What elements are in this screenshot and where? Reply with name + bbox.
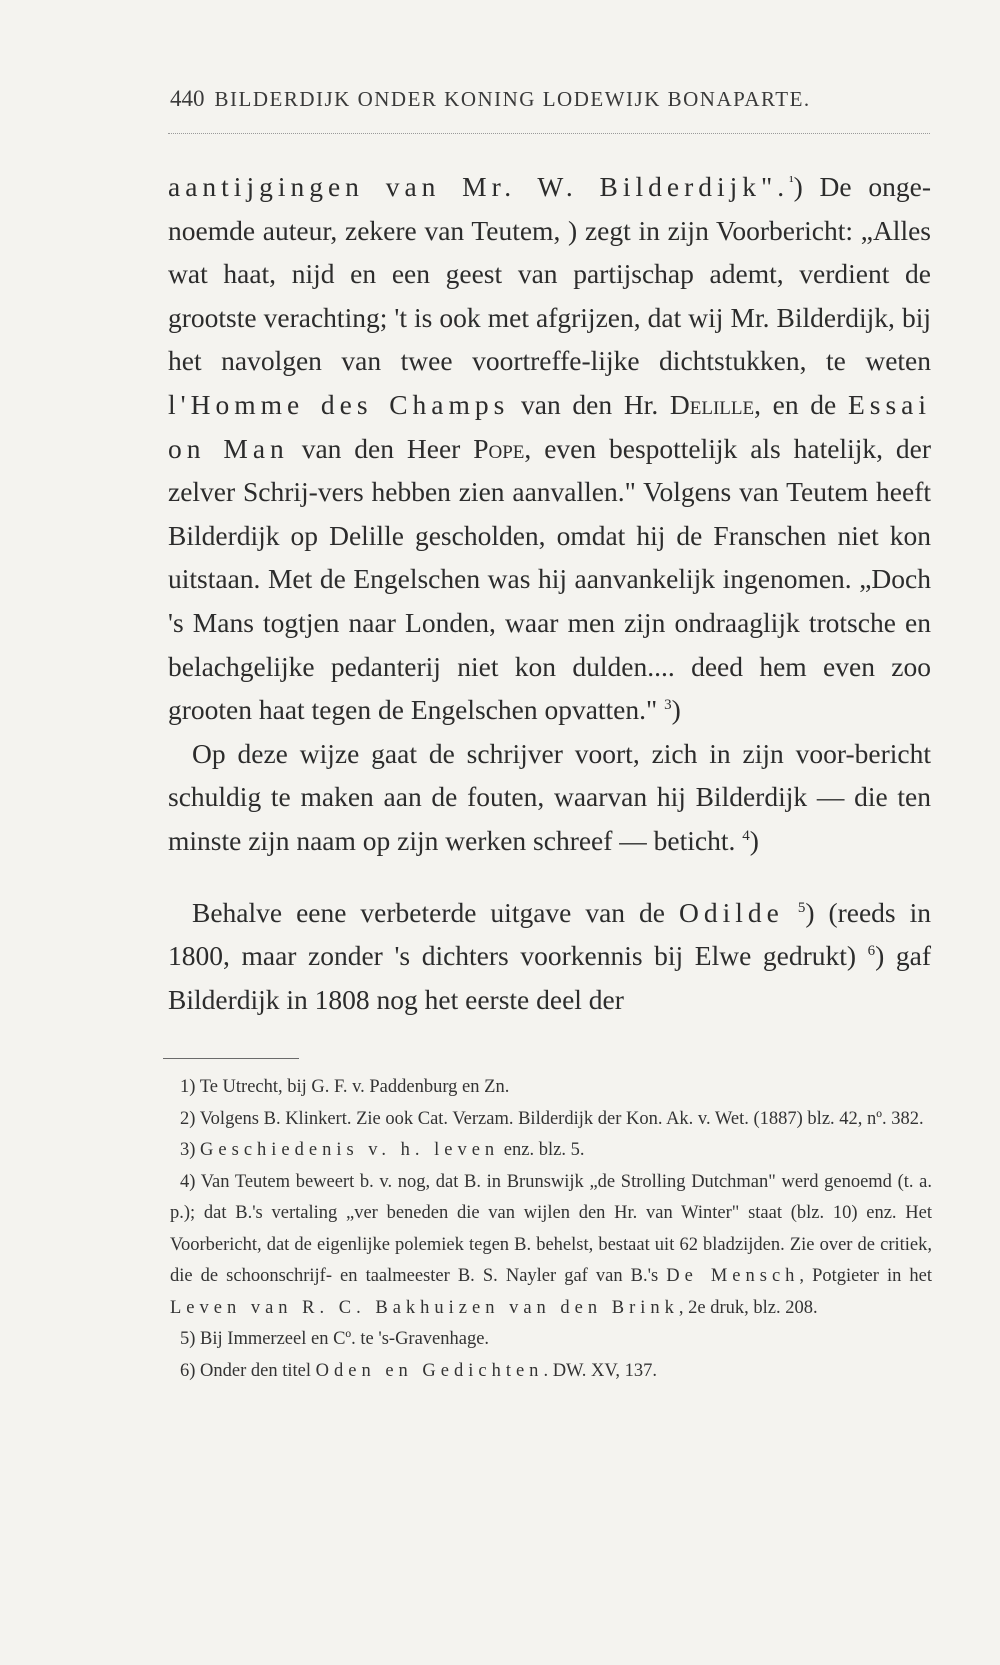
paragraph-1-text: ) De onge-noemde auteur, zekere van Teutem, ) zegt in zijn Voorbericht: „Alles wat haat, nijd en een geest van partijschap ademt, verdient de grootste verachting; 't is ook met afgrijzen, dat wij Mr. Bilderdijk, bij het navolgen van twee voortreffe-lijke dichtstukken, te weten	[168, 171, 932, 377]
paragraph-1-text: van den Heer	[288, 432, 474, 464]
spaced-title: l'Homme des Champs	[168, 388, 510, 420]
small-caps-name: Delille	[669, 388, 755, 420]
spaced-title: Odilde	[678, 896, 784, 928]
paragraph-1-text: )	[671, 694, 681, 726]
spaced-title: Leven van R. C. Bakhuizen van den Brink	[170, 1297, 679, 1318]
footnote-3-text: 3)	[180, 1140, 201, 1160]
running-title: BILDERDIJK ONDER KONING LODEWIJK BONAPARTE.	[214, 87, 811, 111]
small-caps-name: Pope	[473, 432, 525, 464]
footnote-ref-5: 5	[797, 899, 806, 916]
paragraph-1-text: , even bespottelijk als hatelijk, der zelver Schrij-vers hebben zien aanvallen." Volgens van Teutem heeft Bilderdijk op Delille gescholden, omdat hij de Franschen niet kon uitstaan. Met de Engelschen was hij aanvankelijk ingenomen. „Doch 's Mans togtjen naar Londen, waar men zijn ondraaglijk trotsche en belachgelijke pedanterij niet kon dulden.... deed hem even zoo grooten haat tegen de Engelschen opvatten."	[168, 432, 931, 726]
footnote-4	[170, 1167, 932, 1325]
running-header	[170, 86, 932, 112]
body-text	[168, 165, 931, 1021]
footnote-3-text: enz. blz. 5.	[499, 1140, 585, 1160]
footnote-6-text: . DW. XV, 137.	[543, 1360, 658, 1381]
footnote-ref-1: ¹	[789, 174, 794, 190]
paragraph-3	[168, 891, 931, 1022]
paragraph-3-text	[784, 897, 798, 928]
paragraph-1	[168, 165, 931, 732]
footnote-3	[170, 1135, 932, 1167]
paragraph-2	[168, 732, 931, 863]
spaced-title: Essai on Man	[168, 388, 931, 464]
paragraph-1-text: , en de	[754, 388, 848, 420]
paragraph-3-text: Behalve eene verbeterde uitgave van de	[192, 896, 679, 928]
paragraph-3-text: ) gaf Bilderdijk in 1808 nog het eerste deel der	[168, 940, 931, 1015]
footnote-4-text: , Potgieter in het	[799, 1266, 932, 1286]
footnote-6	[170, 1356, 932, 1388]
footnote-ref-4: 4	[742, 827, 750, 844]
paragraph-1-text: van den Hr.	[509, 388, 670, 420]
spaced-title: aantijgingen van Mr. W. Bilderdijk".	[168, 171, 790, 202]
footnote-2: 2) Volgens B. Klinkert. Zie ook Cat. Verzam. Bilderdijk der Kon. Ak. v. Wet. (1887) blz. 42, nº. 382.	[180, 1108, 924, 1129]
footnote-1: 1) Te Utrecht, bij G. F. v. Paddenburg en Zn.	[180, 1077, 510, 1097]
spaced-title: Oden en Gedichten	[315, 1360, 544, 1381]
footnote-rule	[163, 1058, 299, 1059]
paragraph-3-text: ) (reeds in 1800, maar zonder 's dichters voorkennis bij Elwe gedrukt)	[168, 896, 931, 972]
spaced-title: De Mensch	[666, 1266, 800, 1286]
paragraph-2-text: )	[749, 824, 759, 856]
footnote-5: 5) Bij Immerzeel en Cº. te 's-Gravenhage.	[180, 1329, 490, 1349]
footnote-ref-3: 3	[664, 697, 672, 714]
footnotes	[170, 1072, 932, 1387]
footnote-6-text: 6) Onder den titel	[180, 1360, 316, 1381]
page-number: 440	[170, 86, 205, 111]
paragraph-2-text: Op deze wijze gaat de schrijver voort, zich in zijn voor-bericht schuldig te maken aan de fouten, waarvan hij Bilderdijk — die ten minste zijn naam op zijn werken schreef — beticht.	[168, 737, 931, 856]
spaced-title: Geschiedenis v. h. leven	[200, 1140, 500, 1160]
footnote-4-text: 4) Van Teutem beweert b. v. nog, dat B. in Brunswijk „de Strolling Dutchman" werd genoemd (t. a. p.); dat B.'s vertaling „ver beneden die van wijlen den Hr. van Winter" staat (blz. 10) enz. Het Voorbericht, dat de eigenlijke polemiek tegen B. behelst, bestaat uit 62 bladzijden. Zie over de critiek, die de schoonschrijf- en taalmeester B. S. Nayler gaf van B.'s	[170, 1171, 932, 1286]
header-rule	[168, 133, 930, 134]
footnote-4-text: , 2e druk, blz. 208.	[678, 1297, 818, 1318]
footnote-ref-6: 6	[867, 943, 876, 960]
